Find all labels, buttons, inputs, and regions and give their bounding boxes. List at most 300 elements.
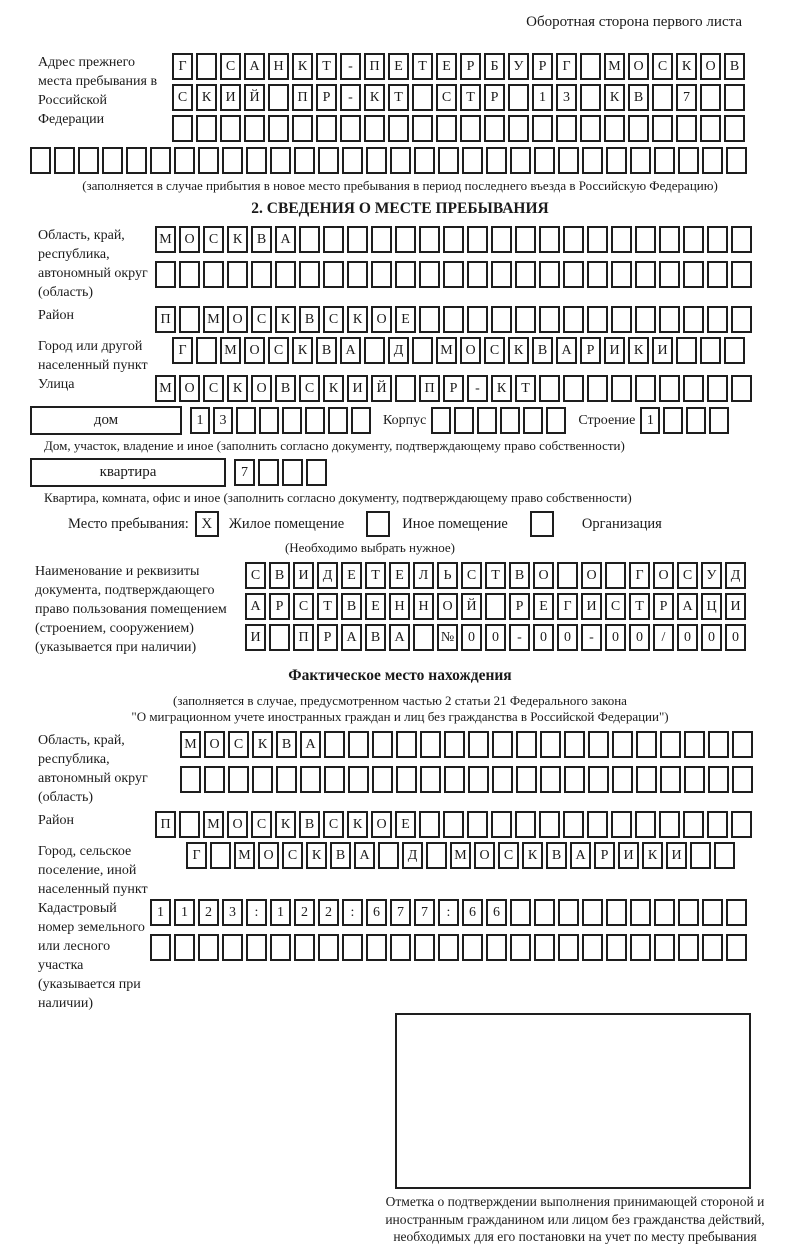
form-cell[interactable]: В bbox=[299, 811, 320, 838]
form-cell[interactable] bbox=[678, 899, 699, 926]
form-cell[interactable] bbox=[563, 226, 584, 253]
form-cell[interactable]: О bbox=[179, 375, 200, 402]
form-cell[interactable] bbox=[467, 261, 488, 288]
form-cell[interactable] bbox=[468, 766, 489, 793]
form-cell[interactable] bbox=[510, 899, 531, 926]
form-cell[interactable] bbox=[444, 731, 465, 758]
form-cell[interactable]: К bbox=[275, 306, 296, 333]
form-cell[interactable] bbox=[299, 261, 320, 288]
form-cell[interactable] bbox=[690, 842, 711, 869]
form-cell[interactable]: С bbox=[251, 811, 272, 838]
form-cell[interactable]: С bbox=[605, 593, 626, 620]
form-cell[interactable] bbox=[604, 115, 625, 142]
form-cell[interactable] bbox=[246, 934, 267, 961]
form-cell[interactable]: 0 bbox=[677, 624, 698, 651]
form-cell[interactable]: Р bbox=[460, 53, 481, 80]
form-cell[interactable] bbox=[546, 407, 566, 434]
form-cell[interactable] bbox=[179, 306, 200, 333]
form-cell[interactable] bbox=[532, 115, 553, 142]
form-cell[interactable]: М bbox=[180, 731, 201, 758]
form-cell[interactable] bbox=[724, 337, 745, 364]
form-cell[interactable] bbox=[660, 766, 681, 793]
form-cell[interactable] bbox=[515, 306, 536, 333]
form-cell[interactable]: А bbox=[677, 593, 698, 620]
form-cell[interactable] bbox=[443, 261, 464, 288]
form-cell[interactable] bbox=[340, 115, 361, 142]
form-cell[interactable]: К bbox=[628, 337, 649, 364]
form-cell[interactable] bbox=[438, 147, 459, 174]
form-cell[interactable] bbox=[198, 934, 219, 961]
form-cell[interactable] bbox=[686, 407, 706, 434]
form-cell[interactable]: К bbox=[347, 811, 368, 838]
form-cell[interactable]: И bbox=[581, 593, 602, 620]
form-cell[interactable]: С bbox=[220, 53, 241, 80]
form-cell[interactable] bbox=[198, 147, 219, 174]
form-cell[interactable] bbox=[724, 115, 745, 142]
form-cell[interactable]: 3 bbox=[213, 407, 233, 434]
form-cell[interactable] bbox=[222, 147, 243, 174]
form-cell[interactable]: К bbox=[275, 811, 296, 838]
form-cell[interactable] bbox=[150, 147, 171, 174]
form-cell[interactable] bbox=[462, 934, 483, 961]
form-cell[interactable]: А bbox=[389, 624, 410, 651]
form-cell[interactable] bbox=[659, 811, 680, 838]
form-cell[interactable]: В bbox=[724, 53, 745, 80]
form-cell[interactable]: Т bbox=[485, 562, 506, 589]
form-cell[interactable] bbox=[324, 731, 345, 758]
form-cell[interactable]: Й bbox=[461, 593, 482, 620]
form-cell[interactable]: 0 bbox=[605, 624, 626, 651]
form-cell[interactable] bbox=[420, 731, 441, 758]
form-cell[interactable]: А bbox=[340, 337, 361, 364]
form-cell[interactable] bbox=[678, 934, 699, 961]
form-cell[interactable] bbox=[270, 147, 291, 174]
form-cell[interactable] bbox=[419, 306, 440, 333]
form-cell[interactable]: Р bbox=[317, 624, 338, 651]
form-cell[interactable] bbox=[654, 934, 675, 961]
form-cell[interactable] bbox=[630, 147, 651, 174]
form-cell[interactable] bbox=[436, 115, 457, 142]
form-cell[interactable] bbox=[251, 261, 272, 288]
form-cell[interactable] bbox=[563, 261, 584, 288]
form-cell[interactable] bbox=[540, 731, 561, 758]
form-cell[interactable]: 7 bbox=[414, 899, 435, 926]
form-cell[interactable]: 6 bbox=[366, 899, 387, 926]
form-cell[interactable]: 0 bbox=[557, 624, 578, 651]
form-cell[interactable] bbox=[587, 226, 608, 253]
form-cell[interactable]: : bbox=[342, 899, 363, 926]
form-cell[interactable] bbox=[731, 375, 752, 402]
form-cell[interactable] bbox=[654, 147, 675, 174]
form-cell[interactable] bbox=[282, 459, 303, 486]
form-cell[interactable] bbox=[731, 261, 752, 288]
form-cell[interactable] bbox=[179, 261, 200, 288]
form-cell[interactable] bbox=[580, 115, 601, 142]
form-cell[interactable] bbox=[558, 147, 579, 174]
form-cell[interactable]: К bbox=[227, 226, 248, 253]
form-cell[interactable] bbox=[244, 115, 265, 142]
form-cell[interactable]: - bbox=[340, 53, 361, 80]
form-cell[interactable] bbox=[155, 261, 176, 288]
form-cell[interactable]: С bbox=[299, 375, 320, 402]
form-cell[interactable]: Й bbox=[244, 84, 265, 111]
form-cell[interactable] bbox=[635, 811, 656, 838]
form-cell[interactable] bbox=[611, 375, 632, 402]
form-cell[interactable] bbox=[468, 731, 489, 758]
form-cell[interactable] bbox=[500, 407, 520, 434]
form-cell[interactable]: Е bbox=[388, 53, 409, 80]
form-cell[interactable] bbox=[707, 306, 728, 333]
form-cell[interactable]: Г bbox=[186, 842, 207, 869]
form-cell[interactable]: Ь bbox=[437, 562, 458, 589]
form-cell[interactable]: 2 bbox=[318, 899, 339, 926]
form-cell[interactable] bbox=[606, 147, 627, 174]
form-cell[interactable] bbox=[510, 147, 531, 174]
form-cell[interactable] bbox=[580, 84, 601, 111]
form-cell[interactable]: К bbox=[642, 842, 663, 869]
form-cell[interactable]: В bbox=[532, 337, 553, 364]
form-cell[interactable] bbox=[347, 261, 368, 288]
form-cell[interactable] bbox=[515, 811, 536, 838]
form-cell[interactable] bbox=[636, 766, 657, 793]
form-cell[interactable]: А bbox=[570, 842, 591, 869]
form-cell[interactable] bbox=[515, 226, 536, 253]
form-cell[interactable] bbox=[492, 766, 513, 793]
form-cell[interactable] bbox=[342, 934, 363, 961]
form-cell[interactable] bbox=[635, 261, 656, 288]
form-cell[interactable]: В bbox=[251, 226, 272, 253]
form-cell[interactable] bbox=[246, 147, 267, 174]
form-cell[interactable] bbox=[419, 226, 440, 253]
form-cell[interactable]: У bbox=[508, 53, 529, 80]
form-cell[interactable] bbox=[462, 147, 483, 174]
form-cell[interactable]: Е bbox=[436, 53, 457, 80]
form-cell[interactable] bbox=[268, 84, 289, 111]
form-cell[interactable]: 1 bbox=[532, 84, 553, 111]
form-cell[interactable] bbox=[172, 115, 193, 142]
form-cell[interactable] bbox=[443, 811, 464, 838]
form-cell[interactable] bbox=[300, 766, 321, 793]
form-cell[interactable] bbox=[676, 337, 697, 364]
form-cell[interactable] bbox=[252, 766, 273, 793]
form-cell[interactable]: 1 bbox=[270, 899, 291, 926]
form-cell[interactable] bbox=[709, 407, 729, 434]
form-cell[interactable]: К bbox=[347, 306, 368, 333]
form-cell[interactable] bbox=[364, 115, 385, 142]
form-cell[interactable]: 0 bbox=[701, 624, 722, 651]
form-cell[interactable]: В bbox=[628, 84, 649, 111]
form-cell[interactable]: Е bbox=[341, 562, 362, 589]
form-cell[interactable]: - bbox=[467, 375, 488, 402]
form-cell[interactable]: П bbox=[419, 375, 440, 402]
form-cell[interactable] bbox=[540, 766, 561, 793]
form-cell[interactable]: 1 bbox=[640, 407, 660, 434]
form-cell[interactable] bbox=[683, 226, 704, 253]
form-cell[interactable] bbox=[269, 624, 290, 651]
form-cell[interactable]: П bbox=[155, 811, 176, 838]
form-cell[interactable]: С bbox=[461, 562, 482, 589]
form-cell[interactable] bbox=[731, 226, 752, 253]
form-cell[interactable]: Р bbox=[484, 84, 505, 111]
form-cell[interactable] bbox=[275, 261, 296, 288]
form-cell[interactable]: Р bbox=[316, 84, 337, 111]
form-cell[interactable]: 3 bbox=[556, 84, 577, 111]
form-cell[interactable] bbox=[707, 375, 728, 402]
form-cell[interactable] bbox=[635, 306, 656, 333]
form-cell[interactable]: К bbox=[508, 337, 529, 364]
form-cell[interactable] bbox=[351, 407, 371, 434]
form-cell[interactable] bbox=[612, 731, 633, 758]
form-cell[interactable] bbox=[270, 934, 291, 961]
form-cell[interactable]: Р bbox=[532, 53, 553, 80]
form-cell[interactable]: И bbox=[347, 375, 368, 402]
form-cell[interactable] bbox=[659, 375, 680, 402]
form-cell[interactable] bbox=[220, 115, 241, 142]
form-cell[interactable] bbox=[539, 811, 560, 838]
form-cell[interactable] bbox=[605, 562, 626, 589]
form-cell[interactable]: В bbox=[276, 731, 297, 758]
form-cell[interactable] bbox=[102, 147, 123, 174]
form-cell[interactable]: А bbox=[300, 731, 321, 758]
form-cell[interactable]: Д bbox=[725, 562, 746, 589]
form-cell[interactable] bbox=[395, 226, 416, 253]
form-cell[interactable]: Р bbox=[269, 593, 290, 620]
form-cell[interactable] bbox=[395, 375, 416, 402]
form-cell[interactable]: К bbox=[292, 53, 313, 80]
form-cell[interactable] bbox=[587, 375, 608, 402]
form-cell[interactable] bbox=[606, 934, 627, 961]
form-cell[interactable] bbox=[491, 226, 512, 253]
form-cell[interactable] bbox=[659, 306, 680, 333]
form-cell[interactable]: Р bbox=[443, 375, 464, 402]
form-cell[interactable]: Н bbox=[268, 53, 289, 80]
form-cell[interactable] bbox=[348, 766, 369, 793]
form-cell[interactable] bbox=[611, 226, 632, 253]
form-cell[interactable]: Г bbox=[629, 562, 650, 589]
form-cell[interactable] bbox=[587, 306, 608, 333]
form-cell[interactable]: К bbox=[676, 53, 697, 80]
form-cell[interactable]: В bbox=[330, 842, 351, 869]
form-cell[interactable] bbox=[630, 899, 651, 926]
checkbox-other-premises[interactable] bbox=[366, 511, 390, 537]
form-cell[interactable]: С bbox=[268, 337, 289, 364]
form-cell[interactable]: О bbox=[653, 562, 674, 589]
form-cell[interactable]: С bbox=[677, 562, 698, 589]
form-cell[interactable]: О bbox=[700, 53, 721, 80]
form-cell[interactable] bbox=[486, 147, 507, 174]
form-cell[interactable] bbox=[467, 226, 488, 253]
form-cell[interactable] bbox=[582, 934, 603, 961]
form-cell[interactable] bbox=[294, 934, 315, 961]
form-cell[interactable]: О bbox=[204, 731, 225, 758]
form-cell[interactable]: В bbox=[509, 562, 530, 589]
form-cell[interactable] bbox=[582, 147, 603, 174]
form-cell[interactable] bbox=[731, 811, 752, 838]
form-cell[interactable]: 0 bbox=[461, 624, 482, 651]
form-cell[interactable] bbox=[420, 766, 441, 793]
form-cell[interactable] bbox=[676, 115, 697, 142]
form-cell[interactable]: К bbox=[522, 842, 543, 869]
form-cell[interactable] bbox=[558, 934, 579, 961]
form-cell[interactable] bbox=[324, 766, 345, 793]
form-cell[interactable] bbox=[726, 934, 747, 961]
form-cell[interactable] bbox=[460, 115, 481, 142]
form-cell[interactable] bbox=[684, 766, 705, 793]
form-cell[interactable] bbox=[652, 115, 673, 142]
form-cell[interactable] bbox=[444, 766, 465, 793]
form-cell[interactable]: - bbox=[581, 624, 602, 651]
form-cell[interactable]: 0 bbox=[485, 624, 506, 651]
form-cell[interactable]: И bbox=[604, 337, 625, 364]
form-cell[interactable] bbox=[523, 407, 543, 434]
form-cell[interactable] bbox=[150, 934, 171, 961]
form-cell[interactable] bbox=[515, 261, 536, 288]
form-cell[interactable]: Т bbox=[388, 84, 409, 111]
form-cell[interactable]: 0 bbox=[725, 624, 746, 651]
form-cell[interactable] bbox=[276, 766, 297, 793]
form-cell[interactable] bbox=[491, 811, 512, 838]
form-cell[interactable] bbox=[539, 306, 560, 333]
form-cell[interactable] bbox=[390, 147, 411, 174]
form-cell[interactable]: Л bbox=[413, 562, 434, 589]
form-cell[interactable]: В bbox=[275, 375, 296, 402]
form-cell[interactable] bbox=[328, 407, 348, 434]
form-cell[interactable]: Е bbox=[533, 593, 554, 620]
form-cell[interactable]: О bbox=[251, 375, 272, 402]
form-cell[interactable] bbox=[534, 899, 555, 926]
form-cell[interactable]: С bbox=[652, 53, 673, 80]
form-cell[interactable]: И bbox=[293, 562, 314, 589]
form-cell[interactable] bbox=[683, 375, 704, 402]
form-cell[interactable] bbox=[707, 261, 728, 288]
form-cell[interactable] bbox=[564, 731, 585, 758]
form-cell[interactable]: С bbox=[323, 811, 344, 838]
form-cell[interactable] bbox=[467, 811, 488, 838]
form-cell[interactable] bbox=[477, 407, 497, 434]
form-cell[interactable]: П bbox=[364, 53, 385, 80]
form-cell[interactable] bbox=[611, 261, 632, 288]
form-cell[interactable] bbox=[659, 226, 680, 253]
form-cell[interactable]: И bbox=[618, 842, 639, 869]
form-cell[interactable] bbox=[708, 766, 729, 793]
form-cell[interactable] bbox=[628, 115, 649, 142]
form-cell[interactable] bbox=[414, 934, 435, 961]
form-cell[interactable] bbox=[563, 306, 584, 333]
form-cell[interactable]: № bbox=[437, 624, 458, 651]
form-cell[interactable]: П bbox=[292, 84, 313, 111]
form-cell[interactable]: Н bbox=[413, 593, 434, 620]
form-cell[interactable] bbox=[412, 337, 433, 364]
form-cell[interactable] bbox=[635, 375, 656, 402]
form-cell[interactable]: С bbox=[172, 84, 193, 111]
form-cell[interactable]: С bbox=[245, 562, 266, 589]
form-cell[interactable]: Г bbox=[556, 53, 577, 80]
form-cell[interactable]: 3 bbox=[222, 899, 243, 926]
form-cell[interactable]: О bbox=[437, 593, 458, 620]
form-cell[interactable] bbox=[282, 407, 302, 434]
form-cell[interactable] bbox=[371, 261, 392, 288]
form-cell[interactable]: У bbox=[701, 562, 722, 589]
form-cell[interactable] bbox=[179, 811, 200, 838]
form-cell[interactable]: С bbox=[436, 84, 457, 111]
form-cell[interactable] bbox=[78, 147, 99, 174]
form-cell[interactable] bbox=[258, 459, 279, 486]
form-cell[interactable] bbox=[364, 337, 385, 364]
form-cell[interactable] bbox=[700, 337, 721, 364]
form-cell[interactable]: С bbox=[282, 842, 303, 869]
form-cell[interactable]: О bbox=[371, 811, 392, 838]
form-cell[interactable]: Н bbox=[389, 593, 410, 620]
form-cell[interactable] bbox=[412, 84, 433, 111]
form-cell[interactable] bbox=[508, 84, 529, 111]
form-cell[interactable] bbox=[180, 766, 201, 793]
form-cell[interactable]: А bbox=[275, 226, 296, 253]
form-cell[interactable]: : bbox=[438, 899, 459, 926]
form-cell[interactable] bbox=[491, 261, 512, 288]
form-cell[interactable] bbox=[372, 766, 393, 793]
form-cell[interactable]: К bbox=[292, 337, 313, 364]
form-cell[interactable] bbox=[236, 407, 256, 434]
form-cell[interactable]: М bbox=[436, 337, 457, 364]
form-cell[interactable] bbox=[726, 899, 747, 926]
form-cell[interactable]: Г bbox=[557, 593, 578, 620]
form-cell[interactable]: Е bbox=[389, 562, 410, 589]
form-cell[interactable] bbox=[126, 147, 147, 174]
form-cell[interactable]: Т bbox=[629, 593, 650, 620]
form-cell[interactable] bbox=[388, 115, 409, 142]
form-cell[interactable] bbox=[316, 115, 337, 142]
form-cell[interactable] bbox=[539, 226, 560, 253]
form-cell[interactable]: В bbox=[365, 624, 386, 651]
form-cell[interactable] bbox=[588, 766, 609, 793]
form-cell[interactable] bbox=[702, 934, 723, 961]
form-cell[interactable] bbox=[419, 261, 440, 288]
form-cell[interactable] bbox=[636, 731, 657, 758]
form-cell[interactable]: Д bbox=[388, 337, 409, 364]
form-cell[interactable]: 2 bbox=[294, 899, 315, 926]
form-cell[interactable] bbox=[635, 226, 656, 253]
form-cell[interactable]: - bbox=[509, 624, 530, 651]
form-cell[interactable] bbox=[563, 811, 584, 838]
form-cell[interactable] bbox=[196, 53, 217, 80]
form-cell[interactable]: Р bbox=[509, 593, 530, 620]
form-cell[interactable]: О bbox=[258, 842, 279, 869]
form-cell[interactable]: 1 bbox=[150, 899, 171, 926]
form-cell[interactable] bbox=[683, 306, 704, 333]
form-cell[interactable]: О bbox=[474, 842, 495, 869]
form-cell[interactable] bbox=[660, 731, 681, 758]
form-cell[interactable]: А bbox=[556, 337, 577, 364]
form-cell[interactable] bbox=[323, 226, 344, 253]
form-cell[interactable] bbox=[564, 766, 585, 793]
form-cell[interactable]: 2 bbox=[198, 899, 219, 926]
form-cell[interactable] bbox=[700, 84, 721, 111]
form-cell[interactable] bbox=[342, 147, 363, 174]
form-cell[interactable]: С bbox=[484, 337, 505, 364]
form-cell[interactable] bbox=[630, 934, 651, 961]
form-cell[interactable] bbox=[732, 731, 753, 758]
form-cell[interactable]: Т bbox=[316, 53, 337, 80]
form-cell[interactable]: Т bbox=[515, 375, 536, 402]
form-cell[interactable]: Й bbox=[371, 375, 392, 402]
form-cell[interactable]: Г bbox=[172, 337, 193, 364]
form-cell[interactable] bbox=[534, 147, 555, 174]
form-cell[interactable] bbox=[486, 934, 507, 961]
form-cell[interactable] bbox=[371, 226, 392, 253]
form-cell[interactable] bbox=[708, 731, 729, 758]
form-cell[interactable] bbox=[30, 147, 51, 174]
form-cell[interactable]: К bbox=[306, 842, 327, 869]
